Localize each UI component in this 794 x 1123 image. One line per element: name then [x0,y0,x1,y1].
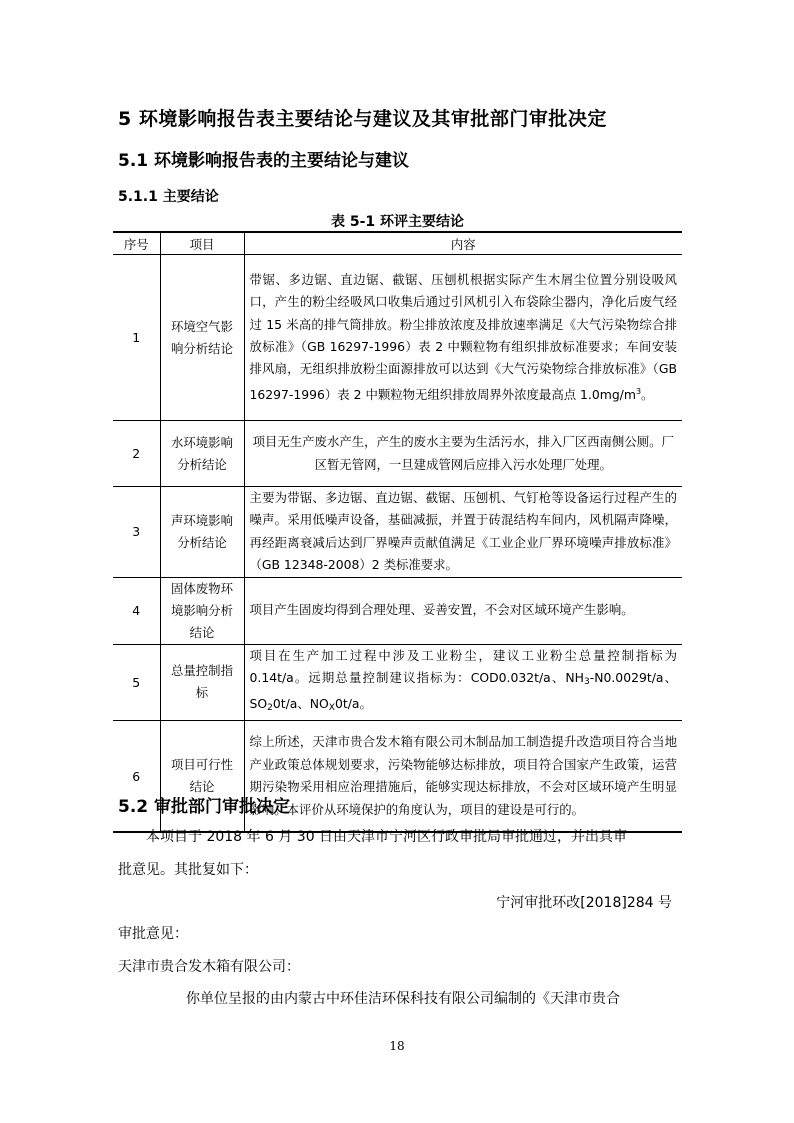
table-row [113,255,682,421]
conclusions-table [113,231,682,833]
content-text: 项目在生产加工过程中涉及工业粉尘，建议工业粉尘总量控制指标为 0.14t/a。远期总量控制建议指标为：COD0.032t/a、NH [249,647,677,686]
approval-paragraph-line2: 批意见。其批复如下： [118,862,258,878]
row-item: 环境空气影响分析结论 [160,255,244,421]
content-text: -N0.0029t/a、SO [249,670,677,712]
subscript: 3 [584,677,590,688]
content-text: 0t/a、NO [272,696,329,712]
content-text: 。 [641,386,654,402]
subscript: 2 [267,703,273,714]
chapter-heading: 5 环境影响报告表主要结论与建议及其审批部门审批决定 [118,108,607,130]
header-no: 序号 [113,232,160,255]
table-caption: 表 5-1 环评主要结论 [330,214,465,230]
row-content: 综上所述，天津市贵合发木箱有限公司木制品加工制造提升改造项目符合当地产业政策总体规划要求，污染物能够达标排放，项目符合国家产生政策，运营期污染物采用相应治理措施后，能够实现达标排放，不会对区域环境产生明显影响。本评价从环境保护的角度认为，项目的建设是可行的。 [244,720,682,832]
row-item: 固体废物环境影响分析结论 [160,577,244,644]
row-item: 总量控制指标 [160,644,244,720]
approval-opinion-label: 审批意见： [118,926,188,942]
row-content: 项目无生产废水产生，产生的废水主要为生活污水，排入厂区西南侧公厕。厂区暂无管网，一旦建成管网后应排入污水处理厂处理。 [244,421,682,487]
table-row [113,577,682,644]
row-content: 主要为带锯、多边锯、直边锯、截锯、压刨机、气钉枪等设备运行过程产生的噪声。采用低噪声设备，基础减振，并置于砖混结构车间内，风机隔声降噪，再经距离衰减后达到厂界噪声贡献值满足《工业企业厂界环境噪声排放标准》（GB 12348-2008）2 类标准要求。 [244,487,682,578]
table-row [113,487,682,578]
row-content [244,255,682,421]
row-item: 声环境影响分析结论 [160,487,244,578]
row-content: 项目产生固废均得到合理处理、妥善安置，不会对区域环境产生影响。 [244,577,682,644]
content-text: 0t/a。 [334,696,372,712]
row-no: 2 [113,421,160,487]
header-content: 内容 [244,232,682,255]
subsection-heading-5-1-1: 5.1.1 主要结论 [118,189,219,205]
row-no: 1 [113,255,160,421]
section-heading-5-2: 5.2 审批部门审批决定 [118,797,291,817]
approval-body-line: 你单位呈报的由内蒙古中环佳洁环保科技有限公司编制的《天津市贵合 [186,991,620,1007]
approval-addressee: 天津市贵合发木箱有限公司： [118,959,300,975]
approval-paragraph-line1: 本项目于 2018 年 6 月 30 日由天津市宁河区行政审批局审批通过，并出具审 [146,829,628,845]
row-item: 水环境影响分析结论 [160,421,244,487]
table-row [113,644,682,720]
superscript: 3 [635,386,642,396]
content-text: 带锯、多边锯、直边锯、截锯、压刨机根据实际产生木屑尘位置分别设吸风口，产生的粉尘经吸风口收集后通过引风机引入布袋除尘器内，净化后废气经过 15 米高的排气筒排放。粉尘排放浓度及排放速率满足《大气污染物综合排放标准》（GB 16297-1996）表 2 中颗粒物有组织排放标准要求；车间安装排风扇，无组织排放粉尘面源排放可以达到《大气污染物综合排放标准》（GB 16297-1996）表 2 中颗粒物无组织排放周界外浓度最高点 1.0mg/m [249,271,677,402]
table-header-row [113,232,682,255]
row-no: 3 [113,487,160,578]
section-heading-5-1: 5.1 环境影响报告表的主要结论与建议 [118,151,410,171]
row-content [244,644,682,720]
subscript: X [328,703,335,714]
approval-doc-number: 宁河审批环改[2018]284 号 [496,895,672,911]
page-number: 18 [389,1039,405,1053]
header-item: 项目 [160,232,244,255]
row-no: 4 [113,577,160,644]
row-no: 6 [113,720,160,832]
table-row [113,421,682,487]
row-no: 5 [113,644,160,720]
row-item: 项目可行性结论 [160,720,244,832]
